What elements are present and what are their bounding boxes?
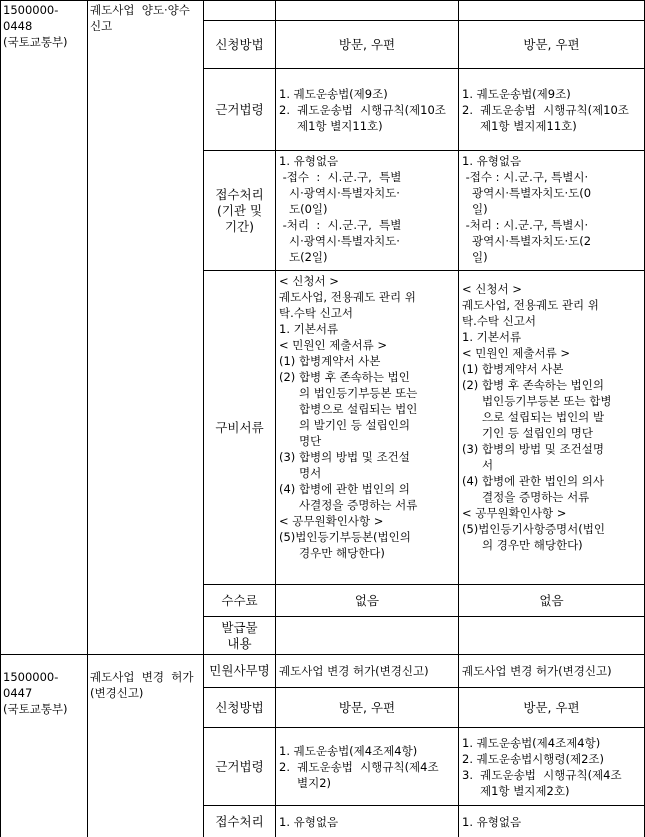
entry1-docs-a-3: 탁.수탁 신고서 bbox=[279, 306, 353, 320]
entry1-law-b-2: 2. 궤도운송법 시행규칙(제10조 bbox=[462, 102, 629, 117]
entry1-method-a: 방문, 우편 bbox=[276, 21, 459, 69]
entry2-title-line1: 궤도사업 변경 허가 bbox=[90, 670, 194, 684]
entry1-docs-b-9: 으로 설립되는 법인의 발 bbox=[482, 410, 605, 424]
entry2-law-a-1: 1. 궤도운송법(제4조제4항) bbox=[279, 743, 418, 758]
entry2-process-label: 접수처리 bbox=[204, 806, 276, 837]
entry1-process-label-2: (기관 및 bbox=[216, 202, 263, 218]
entry1-law-a-1: 1. 궤도운송법(제9조) bbox=[279, 86, 388, 101]
entry1-docs-a-16: < 공무원확인사항 > bbox=[279, 514, 384, 528]
entry1-docs-b-17: 의 경우만 해당한다) bbox=[482, 538, 583, 552]
entry2-name-a: 궤도사업 변경 허가(변경신고) bbox=[276, 655, 459, 688]
entry1-docs-b-10: 기인 등 설립인의 명단 bbox=[482, 426, 593, 440]
entry1-docs-a-7: (2) 합병 후 존속하는 법인 bbox=[279, 370, 410, 384]
entry1-law-b-3: 제1항 별지제11호) bbox=[480, 118, 577, 133]
entry1-process-label-3: 기간) bbox=[224, 218, 255, 234]
entry1-process-a-6: 시·광역시·특별자치도· bbox=[289, 234, 400, 248]
entry2-law-a-2: 2. 궤도운송법 시행규칙(제4조 bbox=[279, 759, 439, 774]
entry1-law-a bbox=[276, 69, 459, 151]
entry2-process-a: 1. 유형없음 bbox=[276, 806, 459, 837]
entry1-docs-b-12: 서 bbox=[482, 458, 494, 472]
entry1-fee-label: 수수료 bbox=[204, 585, 276, 617]
entry1-docs-b-4: 1. 기본서류 bbox=[462, 330, 522, 344]
entry1-docs-a-14: (4) 합병에 관한 법인의 의 bbox=[279, 482, 410, 496]
entry1-process-label-1: 접수처리 bbox=[215, 186, 264, 202]
entry1-process-b-5: -처리 : 시.군.구, 특별시· bbox=[462, 218, 589, 232]
entry1-docs-a-1: < 신청서 > bbox=[279, 274, 339, 288]
entry1-title-line1: 궤도사업 양도·양수 bbox=[90, 3, 190, 17]
entry1-issue-label bbox=[204, 617, 276, 655]
entry2-code-cell bbox=[0, 655, 88, 837]
entry1-issue-a bbox=[276, 617, 459, 655]
entry1-docs-a-13: 명서 bbox=[299, 466, 322, 480]
entry1-process-b-1: 1. 유형없음 bbox=[462, 154, 522, 168]
entry1-process-b bbox=[459, 151, 645, 271]
entry1-docs-a bbox=[276, 271, 459, 585]
entry2-method-a: 방문, 우편 bbox=[276, 688, 459, 728]
entry1-docs-b-14: 결정을 증명하는 서류 bbox=[482, 490, 590, 504]
entry1-process-a-2: -접수 : 시.군.구, 특별 bbox=[279, 170, 402, 184]
entry1-code: 1500000-0448 bbox=[3, 3, 59, 33]
entry1-method-label: 신청방법 bbox=[204, 21, 276, 69]
entry1-docs-b-6: (1) 합병계약서 사본 bbox=[462, 362, 564, 376]
entry1-docs-b-15: < 공무원확인사항 > bbox=[462, 506, 567, 520]
entry1-process-a bbox=[276, 151, 459, 271]
entry2-law-a bbox=[276, 728, 459, 806]
entry1-docs-b-1: < 신청서 > bbox=[462, 282, 522, 296]
entry1-docs-b-3: 탁.수탁 신고서 bbox=[462, 314, 536, 328]
entry1-process-a-5: -처리 : 시.군.구, 특별 bbox=[279, 218, 402, 232]
entry1-fee-a: 없음 bbox=[276, 585, 459, 617]
entry1-docs-a-11: 명단 bbox=[299, 434, 322, 448]
entry2-process-b: 1. 유형없음 bbox=[459, 806, 645, 837]
entry1-process-b-4: 일) bbox=[472, 202, 488, 216]
entry1-blank-label bbox=[204, 0, 276, 21]
entry2-law-label: 근거법령 bbox=[204, 728, 276, 806]
entry1-title-line2: 신고 bbox=[90, 19, 113, 33]
entry1-docs-b-2: 궤도사업, 전용궤도 관리 위 bbox=[462, 298, 599, 312]
entry1-docs-a-9: 합병으로 설립되는 법인 bbox=[299, 402, 418, 416]
entry2-law-b-1: 1. 궤도운송법(제4조제4항) bbox=[462, 735, 601, 750]
entry1-law-b bbox=[459, 69, 645, 151]
entry2-name-b: 궤도사업 변경 허가(변경신고) bbox=[459, 655, 645, 688]
entry1-docs-a-4: 1. 기본서류 bbox=[279, 322, 339, 336]
entry1-title-cell bbox=[88, 0, 204, 655]
entry1-docs-b-16: (5)법인등기사항증명서(법인 bbox=[462, 522, 605, 536]
entry2-law-b-2: 2. 궤도운송법시행령(제2조) bbox=[462, 751, 605, 766]
entry1-process-b-7: 일) bbox=[472, 250, 488, 264]
entry1-process-b-3: 광역시·특별자치도·도(0 bbox=[472, 186, 592, 200]
entry1-fee-b: 없음 bbox=[459, 585, 645, 617]
entry1-docs-a-10: 의 발기인 등 설립인의 bbox=[299, 418, 410, 432]
entry2-dept: (국토교통부) bbox=[3, 702, 68, 716]
entry2-title-cell bbox=[88, 655, 204, 837]
entry1-docs-b-11: (3) 합병의 방법 및 조건설명 bbox=[462, 442, 605, 456]
entry1-law-a-3: 제1항 별지11호) bbox=[297, 118, 383, 133]
entry1-process-a-3: 시·광역시·특별자치도· bbox=[289, 186, 400, 200]
entry1-code-cell bbox=[0, 0, 88, 655]
entry1-process-label bbox=[204, 151, 276, 271]
entry1-process-a-4: 도(0일) bbox=[289, 202, 328, 216]
entry1-issue-b bbox=[459, 617, 645, 655]
entry1-dept: (국토교통부) bbox=[3, 35, 68, 49]
entry1-process-b-2: -접수 : 시.군.구, 특별시· bbox=[462, 170, 589, 184]
entry1-method-b: 방문, 우편 bbox=[459, 21, 645, 69]
entry1-docs-a-5: < 민원인 제출서류 > bbox=[279, 338, 388, 352]
entry1-docs-a-2: 궤도사업, 전용궤도 관리 위 bbox=[279, 290, 416, 304]
entry1-blank-b bbox=[459, 0, 645, 21]
entry1-law-b-1: 1. 궤도운송법(제9조) bbox=[462, 86, 571, 101]
entry1-blank-a bbox=[276, 0, 459, 21]
entry1-docs-b-13: (4) 합병에 관한 법인의 의사 bbox=[462, 474, 605, 488]
entry2-law-b-4: 제1항 별지제2호) bbox=[480, 783, 570, 798]
entry1-docs-b bbox=[459, 271, 645, 585]
entry1-docs-a-8: 의 법인등기부등본 또는 bbox=[299, 386, 418, 400]
entry1-docs-a-6: (1) 합병계약서 사본 bbox=[279, 354, 381, 368]
entry1-law-label: 근거법령 bbox=[204, 69, 276, 151]
entry1-docs-b-5: < 민원인 제출서류 > bbox=[462, 346, 571, 360]
entry1-process-a-7: 도(2일) bbox=[289, 250, 328, 264]
entry1-issue-label-1: 발급물 bbox=[221, 619, 258, 635]
entry1-docs-b-8: 법인등기부등본 또는 합병 bbox=[482, 394, 612, 408]
entry2-law-a-3: 별지2) bbox=[297, 775, 332, 790]
entry2-code: 1500000-0447 bbox=[3, 670, 59, 700]
entry1-docs-a-17: (5)법인등기부등본(법인의 bbox=[279, 530, 411, 544]
entry2-title-line2: (변경신고) bbox=[90, 686, 144, 700]
entry1-docs-b-7: (2) 합병 후 존속하는 법인의 bbox=[462, 378, 605, 392]
entry1-docs-label: 구비서류 bbox=[204, 271, 276, 585]
entry1-process-b-6: 광역시·특별자치도·도(2 bbox=[472, 234, 592, 248]
entry1-law-a-2: 2. 궤도운송법 시행규칙(제10조 bbox=[279, 102, 446, 117]
entry2-method-b: 방문, 우편 bbox=[459, 688, 645, 728]
entry2-law-b bbox=[459, 728, 645, 806]
entry2-name-label: 민원사무명 bbox=[204, 655, 276, 688]
entry2-method-label: 신청방법 bbox=[204, 688, 276, 728]
entry1-issue-label-2: 내용 bbox=[227, 635, 252, 651]
entry1-docs-a-12: (3) 합병의 방법 및 조건설 bbox=[279, 450, 410, 464]
entry1-process-a-1: 1. 유형없음 bbox=[279, 154, 339, 168]
entry2-law-b-3: 3. 궤도운송법 시행규칙(제4조 bbox=[462, 767, 622, 782]
entry1-docs-a-15: 사결정을 증명하는 서류 bbox=[299, 498, 418, 512]
entry1-docs-a-18: 경우만 해당한다) bbox=[299, 546, 385, 560]
